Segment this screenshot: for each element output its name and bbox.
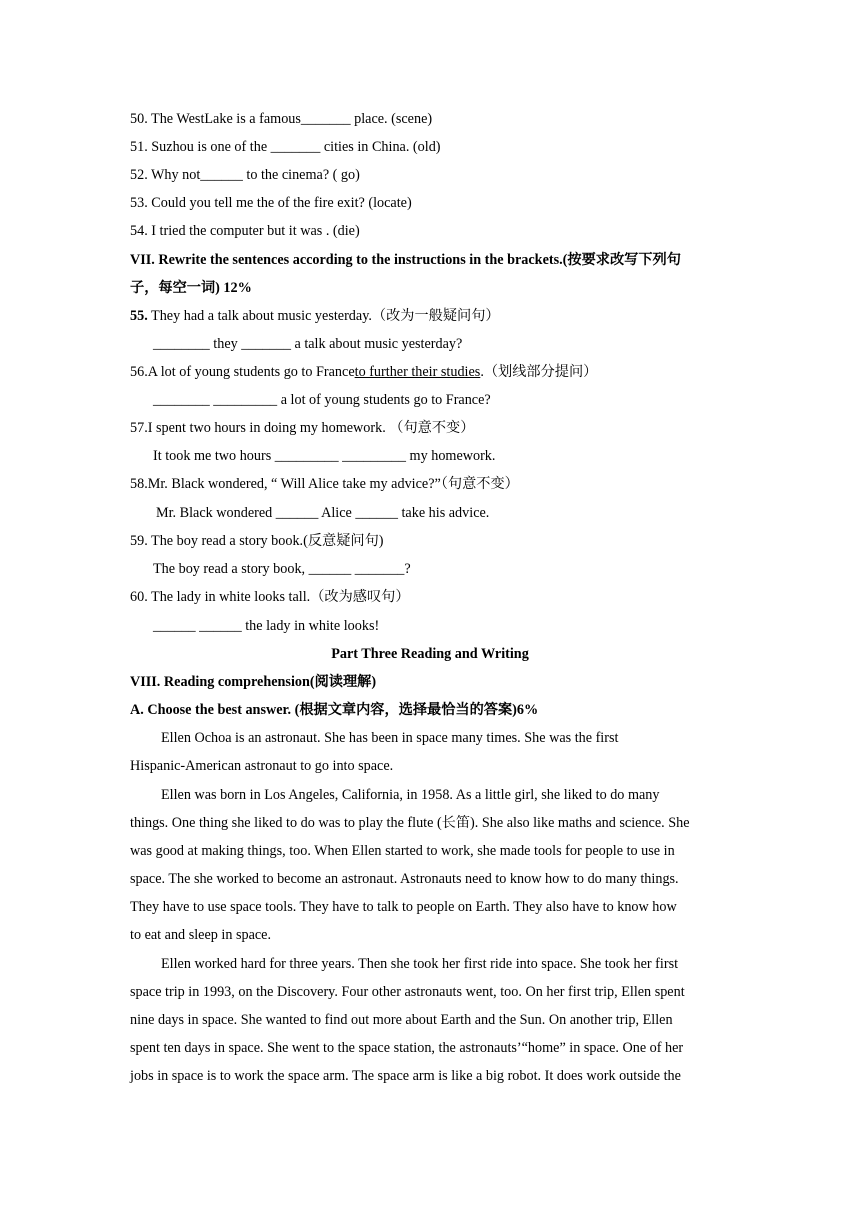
passage-line: things. One thing she liked to do was to play the flute (长笛). She also like maths and science. She xyxy=(130,815,690,831)
passage-line: They have to use space tools. They have to talk to people on Earth. They also have to know how xyxy=(130,899,677,915)
passage-line: spent ten days in space. She went to the space station, the astronauts’“home” in space. One of her xyxy=(130,1040,684,1056)
passage-line: Ellen worked hard for three years. Then she took her first ride into space. She took her first xyxy=(161,956,679,972)
passage-line: was good at making things, too. When Ellen started to work, she made tools for people to use in xyxy=(130,843,675,859)
passage-line: space trip in 1993, on the Discovery. Four other astronauts went, too. On her first trip, Ellen spent xyxy=(130,984,685,1000)
passage-line: Ellen Ochoa is an astronaut. She has been in space many times. She was the first xyxy=(161,730,619,746)
question-57: 57.I spent two hours in doing my homework. （句意不变） xyxy=(130,420,475,436)
question-55-number: 55. xyxy=(130,308,148,324)
question-57-answer: It took me two hours _________ _________ my homework. xyxy=(153,448,496,464)
question-56-answer: ________ _________ a lot of young students go to France? xyxy=(153,392,491,408)
question-59-answer: The boy read a story book, ______ _______? xyxy=(153,561,411,577)
question-56-pre: 56.A lot of young students go to France xyxy=(130,364,355,380)
question-56-post: .（划线部分提问） xyxy=(480,364,598,380)
question-56-underlined: to further their studies xyxy=(354,364,481,380)
section-7-heading-line1: VII. Rewrite the sentences according to the instructions in the brackets.(按要求改写下列句 xyxy=(130,252,681,268)
question-52: 52. Why not______ to the cinema? ( go) xyxy=(130,167,360,183)
passage-line: nine days in space. She wanted to find out more about Earth and the Sun. On another trip, Ellen xyxy=(130,1012,673,1028)
question-55-answer: ________ they _______ a talk about music yesterday? xyxy=(153,336,463,352)
question-56 xyxy=(130,363,597,381)
question-55-text: They had a talk about music yesterday.（改为一般疑问句） xyxy=(147,308,500,324)
section-8-heading: VIII. Reading comprehension(阅读理解) xyxy=(130,674,377,690)
passage-line: Hispanic-American astronaut to go into space. xyxy=(130,758,394,774)
question-59: 59. The boy read a story book.(反意疑问句) xyxy=(130,533,384,549)
question-60-answer: ______ ______ the lady in white looks! xyxy=(153,618,380,634)
part-three-title: Part Three Reading and Writing xyxy=(331,646,529,662)
question-58: 58.Mr. Black wondered, “ Will Alice take my advice?”（句意不变） xyxy=(130,476,519,492)
passage-line: space. The she worked to become an astronaut. Astronauts need to know how to do many things. xyxy=(130,871,679,887)
question-54: 54. I tried the computer but it was . (die) xyxy=(130,223,360,239)
question-50: 50. The WestLake is a famous_______ place. (scene) xyxy=(130,111,433,127)
section-a-heading: A. Choose the best answer. (根据文章内容，选择最恰当的答案)6% xyxy=(130,702,539,718)
passage-line: Ellen was born in Los Angeles, California, in 1958. As a little girl, she liked to do many xyxy=(161,787,660,803)
passage-line: to eat and sleep in space. xyxy=(130,927,272,943)
question-58-answer: Mr. Black wondered ______ Alice ______ take his advice. xyxy=(156,505,490,521)
question-60: 60. The lady in white looks tall.（改为感叹句） xyxy=(130,589,410,605)
question-55 xyxy=(130,307,500,325)
question-53: 53. Could you tell me the of the fire exit? (locate) xyxy=(130,195,412,211)
question-51: 51. Suzhou is one of the _______ cities in China. (old) xyxy=(130,139,441,155)
passage-line: jobs in space is to work the space arm. The space arm is like a big robot. It does work outside the xyxy=(130,1068,681,1084)
section-7-heading-line2: 子，每空一词) 12% xyxy=(130,280,252,296)
